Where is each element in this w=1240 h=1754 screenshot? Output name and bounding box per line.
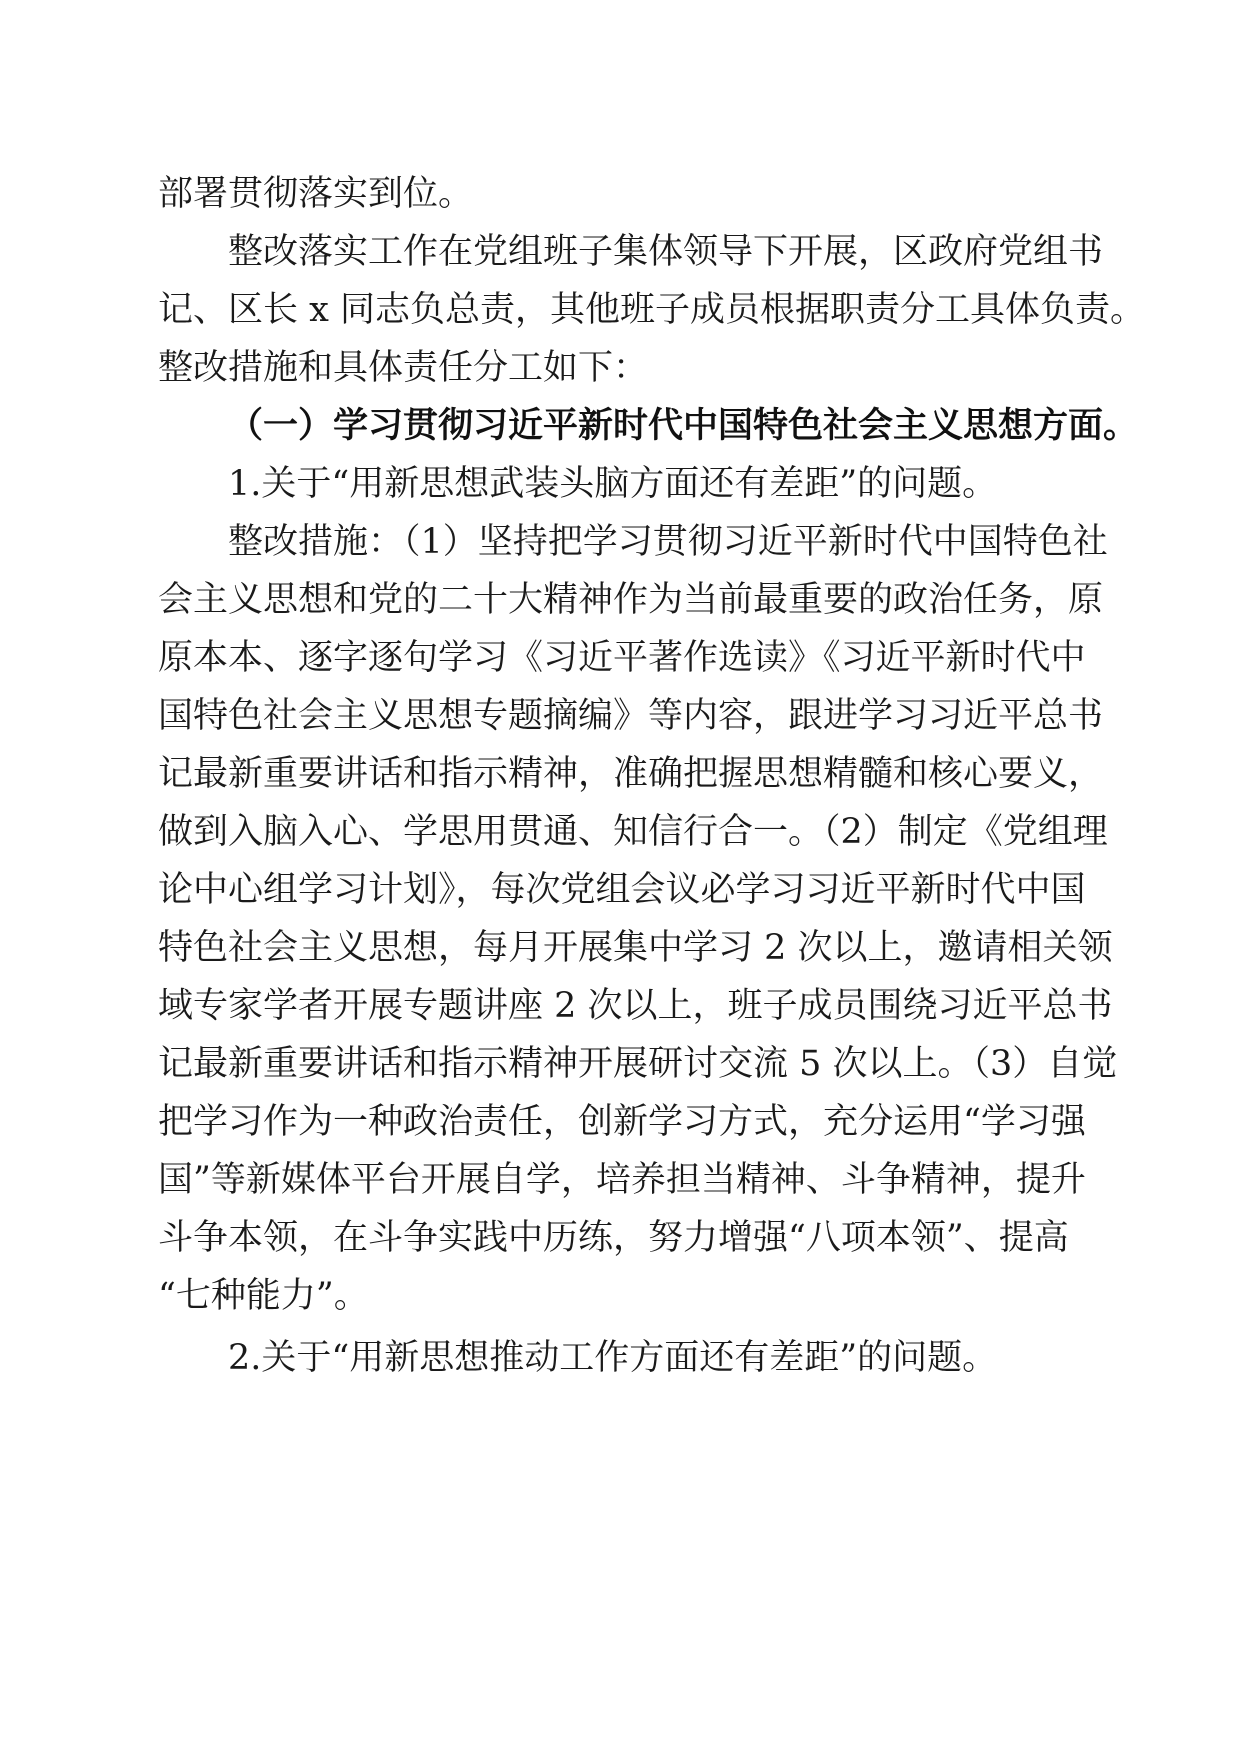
paragraph-line: 会主义思想和党的二十大精神作为当前最重要的政治任务，原 <box>158 580 1104 620</box>
paragraph-line: 做到入脑入心、学思用贯通、知信行合一。（2）制定《党组理 <box>158 812 1108 852</box>
paragraph-line: 把学习作为一种政治责任，创新学习方式，充分运用“学习强 <box>158 1102 1086 1142</box>
subsection-title: 1.关于“用新思想武装头脑方面还有差距”的问题。 <box>228 464 998 504</box>
paragraph-line: 原本本、逐字逐句学习《习近平著作选读》《习近平新时代中 <box>158 638 1086 678</box>
paragraph-line: 特色社会主义思想，每月开展集中学习 2 次以上，邀请相关领 <box>158 928 1113 968</box>
section-heading: （一）学习贯彻习近平新时代中国特色社会主义思想方面。 <box>228 406 1139 446</box>
paragraph-line: 域专家学者开展专题讲座 2 次以上，班子成员围绕习近平总书 <box>158 986 1113 1026</box>
paragraph-line: 斗争本领，在斗争实践中历练，努力增强“八项本领”、提高 <box>158 1218 1069 1258</box>
paragraph-line: 记最新重要讲话和指示精神，准确把握思想精髓和核心要义， <box>158 754 1104 794</box>
paragraph-line: 国特色社会主义思想专题摘编》等内容，跟进学习习近平总书 <box>158 696 1104 736</box>
subsection-title: 2.关于“用新思想推动工作方面还有差距”的问题。 <box>228 1338 998 1378</box>
paragraph-line: 记、区长 x 同志负总责，其他班子成员根据职责分工具体负责。 <box>158 290 1145 330</box>
paragraph-line: 论中心组学习计划》，每次党组会议必学习习近平新时代中国 <box>158 870 1086 910</box>
paragraph-line: “七种能力”。 <box>158 1276 369 1316</box>
paragraph-line: 整改措施：（1）坚持把学习贯彻习近平新时代中国特色社 <box>228 522 1108 562</box>
paragraph-line: 整改落实工作在党组班子集体领导下开展，区政府党组书 <box>228 232 1104 272</box>
paragraph-line: 整改措施和具体责任分工如下： <box>158 348 649 388</box>
paragraph-line: 部署贯彻落实到位。 <box>158 174 474 214</box>
paragraph-line: 记最新重要讲话和指示精神开展研讨交流 5 次以上。（3）自觉 <box>158 1044 1118 1084</box>
paragraph-line: 国”等新媒体平台开展自学，培养担当精神、斗争精神，提升 <box>158 1160 1086 1200</box>
